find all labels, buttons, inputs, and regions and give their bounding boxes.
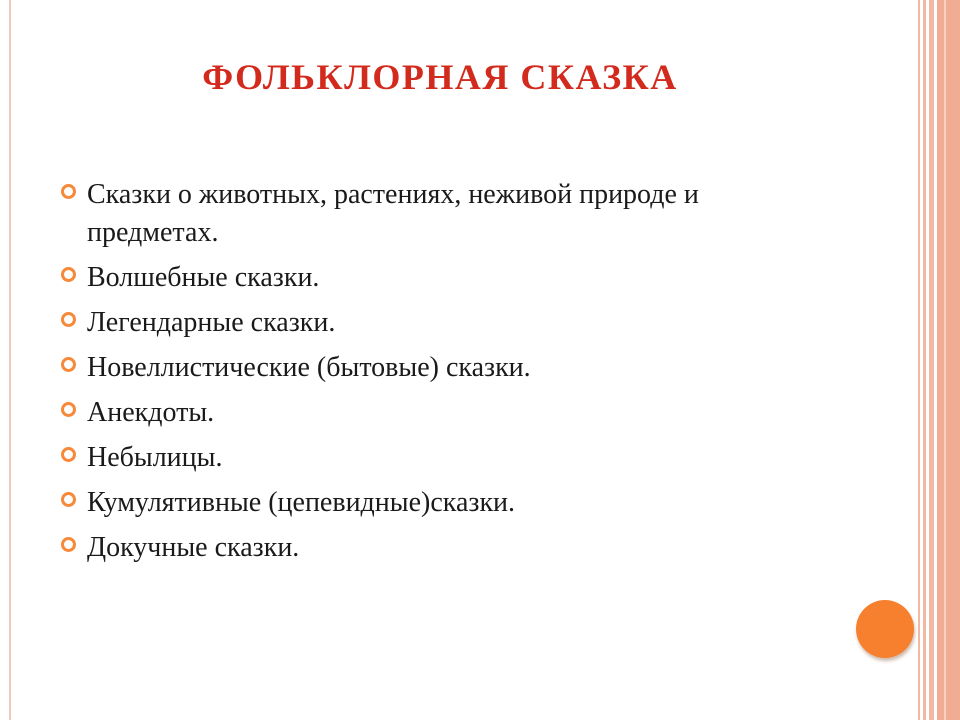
list-item [60, 304, 760, 342]
right-stripe-light [944, 0, 946, 720]
list-item-text: Волшебные сказки. [87, 262, 320, 293]
list-item-text: Сказки о животных, растениях, неживой природе и предметах. [87, 179, 699, 248]
left-border-line [9, 0, 11, 720]
right-stripe [918, 0, 920, 720]
right-stripe [929, 0, 934, 720]
ring-bullet-icon [61, 312, 76, 327]
list-item [60, 176, 760, 252]
list-item-text: Анекдоты. [87, 397, 215, 428]
list-item [60, 529, 760, 567]
list-item-text: Легендарные сказки. [87, 307, 336, 338]
ring-bullet-icon [61, 537, 76, 552]
list-item [60, 394, 760, 432]
ring-bullet-icon [61, 447, 76, 462]
ring-bullet-icon [61, 402, 76, 417]
bullet-list [60, 176, 760, 574]
list-item [60, 349, 760, 387]
list-item-text: Новеллистические (бытовые) сказки. [87, 352, 531, 383]
ring-bullet-icon [61, 184, 76, 199]
ring-bullet-icon [61, 357, 76, 372]
ring-bullet-icon [61, 492, 76, 507]
ring-bullet-icon [61, 267, 76, 282]
list-item-text: Небылицы. [87, 442, 223, 473]
list-item [60, 259, 760, 297]
slide-title: ФОЛЬКЛОРНАЯ СКАЗКА [202, 57, 678, 97]
orange-circle-decoration [856, 600, 914, 658]
right-stripe-wide [937, 0, 960, 720]
list-item-text: Докучные сказки. [87, 532, 300, 563]
list-item-text: Кумулятивные (цепевидные)сказки. [87, 487, 516, 518]
right-stripe [923, 0, 926, 720]
list-item [60, 484, 760, 522]
list-item [60, 439, 760, 477]
